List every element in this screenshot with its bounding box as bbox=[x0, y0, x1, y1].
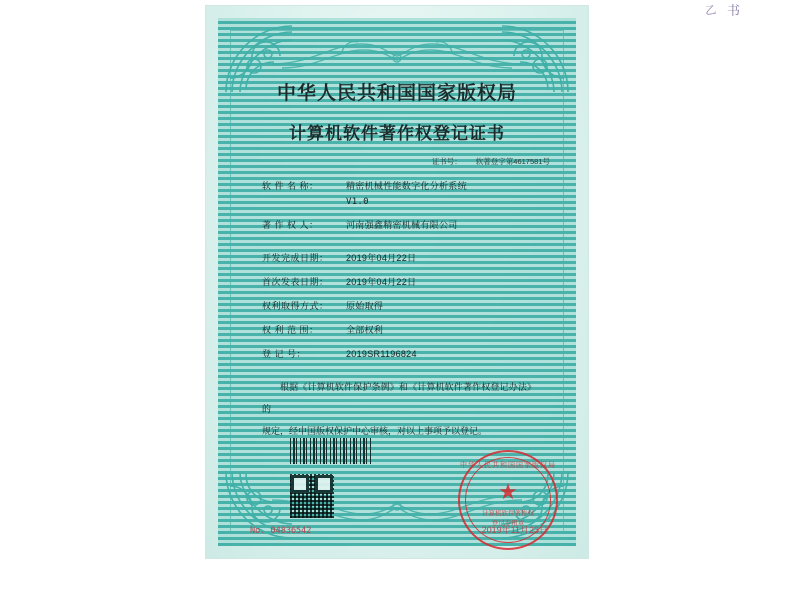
field-label: 著 作 权 人： bbox=[262, 220, 319, 230]
field-label: 首次发表日期： bbox=[262, 277, 329, 287]
field-label: 开发完成日期： bbox=[262, 253, 329, 263]
field-value-version: V1.0 bbox=[346, 197, 369, 207]
legal-statement bbox=[240, 376, 554, 442]
scan-annotation-mark-2: 书 bbox=[726, 4, 740, 19]
field-row bbox=[262, 251, 544, 264]
field-value: 全部权利 bbox=[346, 325, 384, 335]
field-value: 2019年04月22日 bbox=[346, 253, 417, 263]
field-value: 2019SR1196824 bbox=[346, 349, 417, 359]
certificate-title: 计算机软件著作权登记证书 bbox=[289, 124, 505, 144]
barcode-icon bbox=[290, 438, 372, 464]
field-list bbox=[240, 179, 554, 360]
field-value: 河南强鑫精密机械有限公司 bbox=[346, 220, 458, 230]
authority-title: 中华人民共和国国家版权局 bbox=[276, 82, 517, 104]
legal-statement-line-2: 规定，经中国版权保护中心审核，对以上事项予以登记。 bbox=[262, 426, 488, 436]
star-icon: ★ bbox=[498, 479, 518, 504]
field-row bbox=[262, 347, 544, 360]
field-label: 权利取得方式： bbox=[262, 301, 329, 311]
field-label: 软 件 名 称： bbox=[262, 181, 319, 191]
field-row bbox=[262, 299, 544, 312]
field-label: 登 记 号： bbox=[262, 349, 307, 359]
field-row bbox=[262, 179, 544, 192]
field-value: 精密机械性能数字化分析系统 bbox=[346, 181, 467, 191]
issue-date: 2019年11月23日 bbox=[481, 525, 548, 535]
certificate-number-label: 证书号： bbox=[431, 157, 462, 166]
field-row bbox=[262, 323, 544, 336]
field-row bbox=[262, 218, 544, 231]
certificate-number-row bbox=[240, 156, 554, 167]
certificate-paper bbox=[206, 6, 588, 558]
serial-number: No. 04836542 bbox=[250, 526, 312, 536]
field-row bbox=[262, 275, 544, 288]
legal-statement-line-1: 根据《计算机软件保护条例》和《计算机软件著作权登记办法》的 bbox=[262, 382, 536, 414]
seal-arc-text: 中华人民共和国国家版权局 bbox=[460, 461, 556, 469]
qr-code-icon bbox=[290, 474, 334, 518]
scan-annotation-mark-1: 乙 bbox=[704, 3, 717, 18]
field-value: 2019年04月22日 bbox=[346, 277, 417, 287]
seal-center-line-2: 登记专用章 bbox=[491, 519, 525, 527]
certificate-number-value: 软著登字第4617581号 bbox=[475, 157, 550, 166]
field-label: 权 利 范 围： bbox=[262, 325, 319, 335]
field-value: 原始取得 bbox=[346, 301, 384, 311]
seal-center-line-1: 计算机软件著作权 bbox=[482, 509, 534, 517]
